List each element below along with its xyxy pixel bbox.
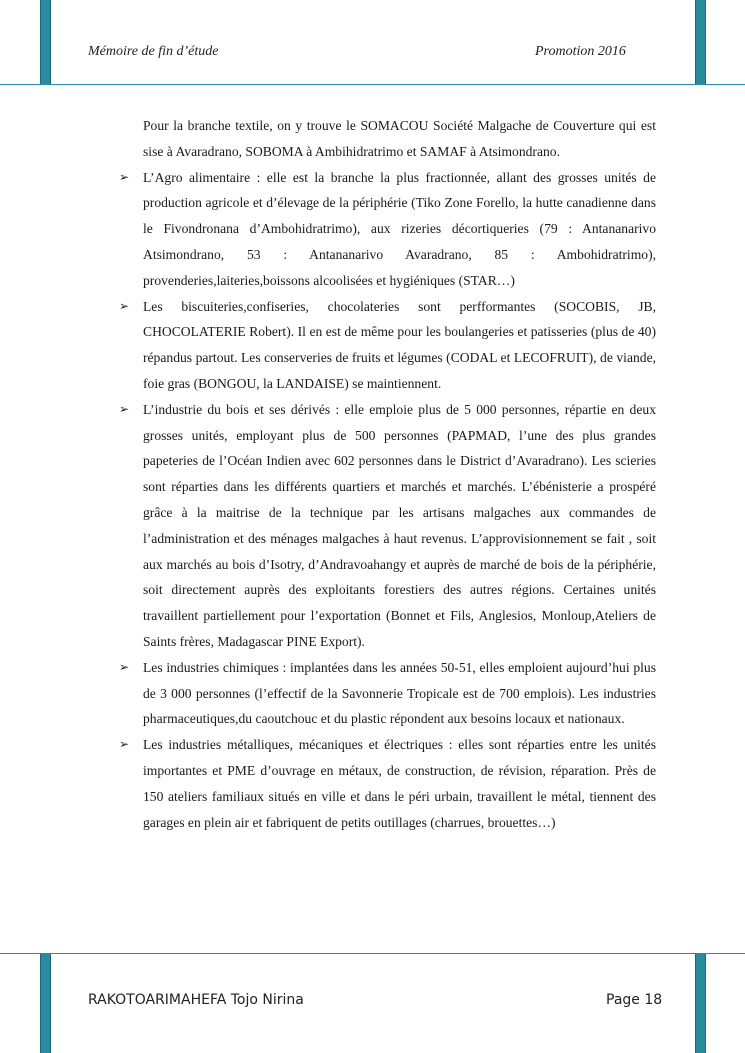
arrowhead-bullet-icon: ➢: [119, 401, 130, 416]
header-left-bar: [40, 0, 51, 85]
footer-author: RAKOTOARIMAHEFA Tojo Nirina: [88, 992, 304, 1008]
arrowhead-bullet-icon: ➢: [119, 298, 130, 313]
arrowhead-bullet-icon: ➢: [119, 659, 130, 674]
list-item-text: Les industries métalliques, mécaniques et électriques : elles sont réparties entre les unités importantes et PME d’ouvrage en métaux, de construction, de révision, réparation. Près de 150 ateliers familiaux situés en ville et dans le péri urbain, travaillent le métal, tiennent des garages en plein air et fabriquent de petits outillages (charrues, brouettes…): [143, 737, 656, 830]
list-item: [119, 294, 656, 397]
arrowhead-bullet-icon: ➢: [119, 737, 130, 752]
header-right-bar: [695, 0, 706, 85]
footer-divider: [0, 953, 745, 954]
header-left-text: Mémoire de fin d’étude: [88, 44, 219, 59]
list-item-text: L’Agro alimentaire : elle est la branche la plus fractionnée, allant des grosses unités de production agricole et d’élevage de la périphérie (Tiko Zone Forello, la hutte canadienne dans le Fivondronana d’Ambohidratrimo), aux rizeries décortiqueries (79 : Antananarivo Atsimondrano, 53 : Antananarivo Avaradrano, 85 : Ambohidratrimo), provenderies,laiteries,boissons alcoolisées et hygiéniques (STAR…): [143, 169, 656, 288]
arrowhead-bullet-icon: ➢: [119, 169, 130, 184]
list-item: [119, 655, 656, 732]
list-item: [119, 397, 656, 655]
list-item: [119, 165, 656, 294]
header-right-text: Promotion 2016: [535, 44, 626, 59]
list-item-text: L’industrie du bois et ses dérivés : elle emploie plus de 5 000 personnes, répartie en deux grosses unités, employant plus de 500 personnes (PAPMAD, l’une des plus grandes papeteries de l’Océan Indien avec 602 personnes dans le District d’Avaradrano). Les scieries sont réparties dans les différents quartiers et marchés et marchés. L’ébénisterie a prospéré grâce à la maitrise de la technique par les artisans malgaches aux commandes de l’administration et des ménages malgaches à haut revenus. L’approvisionnement se fait , soit aux marchés au bois d’Isotry, d’Andravoahangy et auprès de marché de bois de la périphérie, soit directement auprès des exploitants forestiers des autres régions. Certaines unités travaillent partiellement pour l’exportation (Bonnet et Fils, Anglesios, Monloup,Ateliers de Saints frères, Madagascar PINE Export).: [143, 401, 656, 649]
bullet-list: [119, 165, 656, 836]
main-content: [119, 113, 656, 835]
footer-page-number: Page 18: [606, 992, 663, 1008]
list-item-text: Les industries chimiques : implantées dans les années 50-51, elles emploient aujourd’hui plus de 3 000 personnes (l’effectif de la Savonnerie Tropicale est de 700 emplois). Les industries pharmaceutiques,du caoutchouc et du plastic répondent aux besoins locaux et nationaux.: [143, 659, 656, 727]
list-item-text: Les biscuiteries,confiseries, chocolateries sont perfformantes (SOCOBIS, JB, CHOCOLATERIE Robert). Il en est de même pour les boulangeries et patisseries (plus de 40) répandus partout. Les conserveries de fruits et légumes (CODAL et LECOFRUIT), de viande, foie gras (BONGOU, la LANDAISE) se maintiennent.: [143, 298, 656, 391]
header-divider: [0, 84, 745, 85]
list-item: [119, 732, 656, 835]
footer-left-bar: [40, 954, 51, 1053]
footer-right-bar: [695, 954, 706, 1053]
intro-paragraph: Pour la branche textile, on y trouve le SOMACOU Société Malgache de Couverture qui est sise à Avaradrano, SOBOMA à Ambihidratrimo et SAMAF à Atsimondrano.: [143, 118, 656, 159]
